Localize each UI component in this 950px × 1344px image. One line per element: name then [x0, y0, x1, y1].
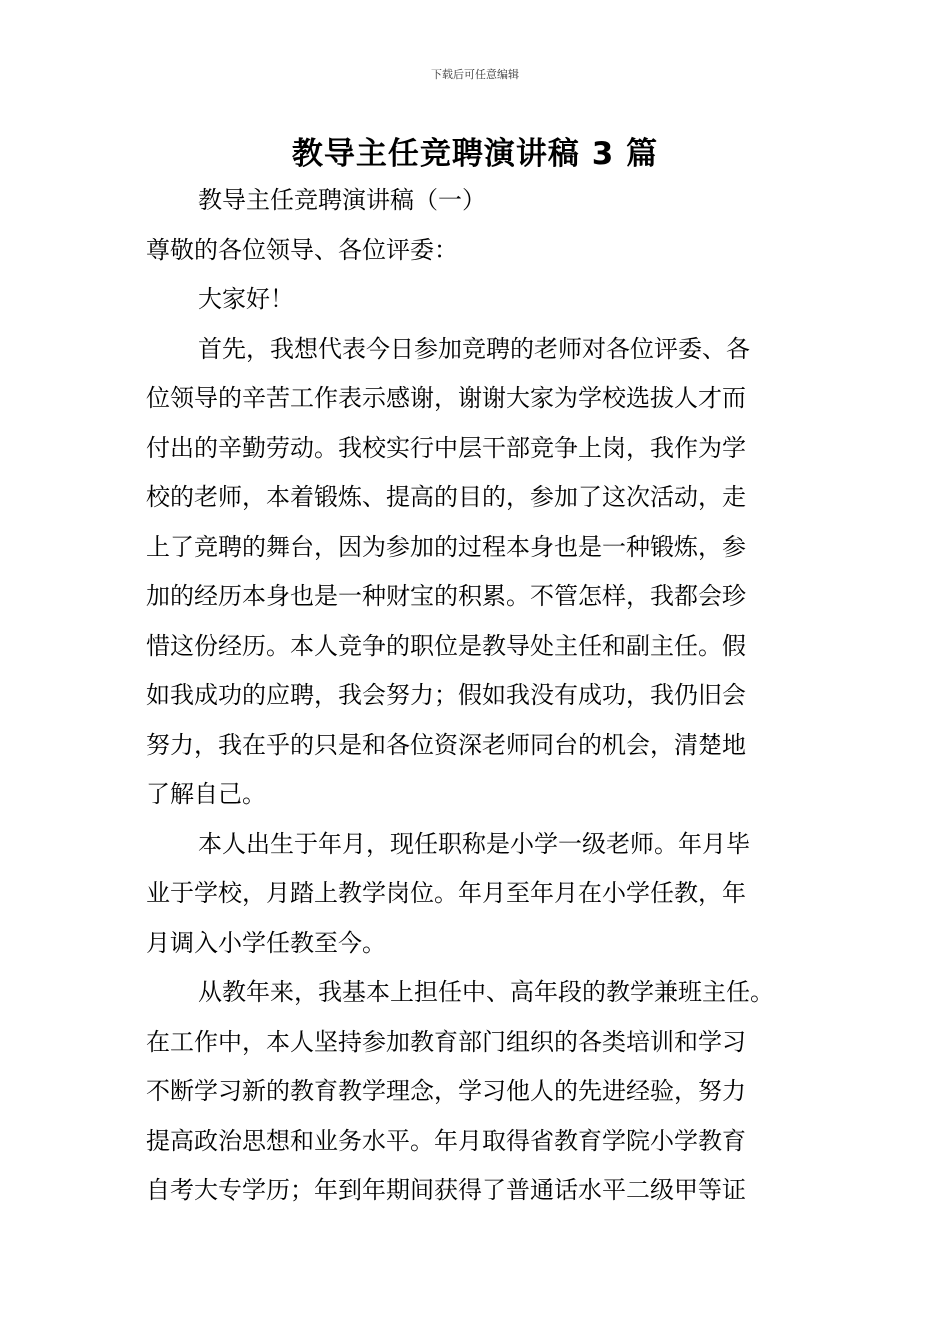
paragraph-line: 从教年来，我基本上担任中、高年段的教学兼班主任。 — [198, 978, 774, 1006]
paragraph-line: 月调入小学任教至今。 — [146, 928, 386, 957]
greeting-line: 大家好！ — [198, 285, 294, 313]
paragraph-line: 在工作中，本人坚持参加教育部门组织的各类培训和学习 — [146, 1027, 746, 1056]
paragraph-line: 付出的辛勤劳动。我校实行中层干部竞争上岗，我作为学 — [146, 433, 746, 462]
paragraph-line: 了解自己。 — [146, 780, 266, 808]
paragraph-line: 如我成功的应聘，我会努力；假如我没有成功，我仍旧会 — [146, 681, 746, 709]
document-title: 教导主任竞聘演讲稿 3 篇 — [291, 136, 659, 172]
paragraph-line: 惜这份经历。本人竞争的职位是教导处主任和副主任。假 — [146, 631, 746, 660]
paragraph-line: 本人出生于年月，现任职称是小学一级老师。年月毕 — [198, 829, 750, 858]
paragraph-line: 加的经历本身也是一种财宝的积累。不管怎样，我都会珍 — [146, 582, 746, 610]
salutation-line: 尊敬的各位领导、各位评委： — [146, 235, 458, 264]
paragraph-line: 不断学习新的教育教学理念，学习他人的先进经验，努力 — [146, 1077, 746, 1105]
paragraph-line: 首先，我想代表今日参加竞聘的老师对各位评委、各 — [198, 334, 750, 363]
paragraph-line: 提高政治思想和业务水平。年月取得省教育学院小学教育 — [146, 1126, 746, 1155]
paragraph-line: 自考大专学历；年到年期间获得了普通话水平二级甲等证 — [146, 1176, 746, 1204]
paragraph-line: 努力，我在乎的只是和各位资深老师同台的机会，清楚地 — [146, 730, 746, 759]
paragraph-line: 上了竞聘的舞台，因为参加的过程本身也是一种锻炼，参 — [146, 532, 746, 561]
header-note: 下载后可任意编辑 — [431, 68, 519, 81]
section-heading: 教导主任竞聘演讲稿（一） — [198, 186, 486, 214]
paragraph-line: 校的老师，本着锻炼、提高的目的，参加了这次活动，走 — [146, 483, 746, 511]
paragraph-line: 业于学校，月踏上教学岗位。年月至年月在小学任教，年 — [146, 879, 746, 907]
document-body — [146, 176, 836, 1216]
paragraph-line: 位领导的辛苦工作表示感谢，谢谢大家为学校选拔人才而 — [146, 384, 746, 412]
